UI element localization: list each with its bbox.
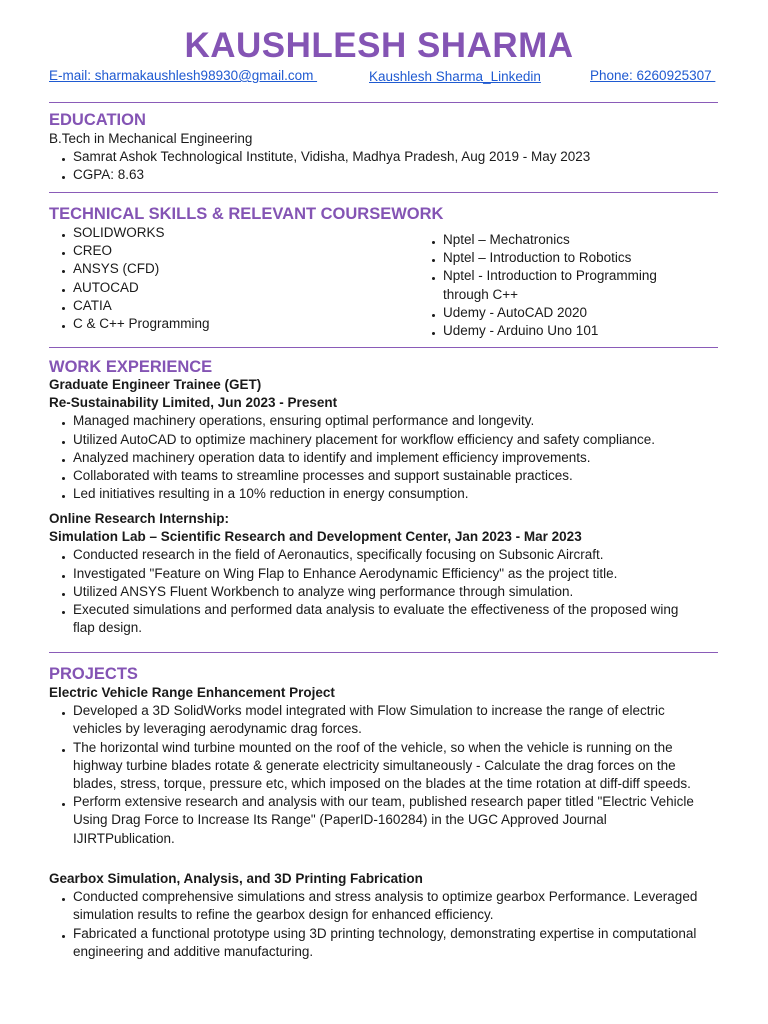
list-item: Analyzed machinery operation data to identify and implement efficiency improvements. [49, 449, 721, 467]
list-item: Perform extensive research and analysis with our team, published research paper titled "Electric Vehicle Using Drag Force to Increase Its Range" (PaperID-160284) in the UGC Approved Journal IJIRTPublication. [49, 793, 699, 848]
list-item: Investigated "Feature on Wing Flap to Enhance Aerodynamic Efficiency" as the project title. [49, 565, 721, 583]
divider [49, 347, 718, 348]
project-name: Electric Vehicle Range Enhancement Project [49, 685, 335, 700]
list-item: Led initiatives resulting in a 10% reduction in energy consumption. [49, 485, 721, 503]
list-item: Fabricated a functional prototype using 3D printing technology, demonstrating expertise in computational engineering and additive manufacturing. [49, 925, 699, 961]
list-item: AUTOCAD [49, 279, 409, 297]
project-entry [49, 684, 721, 848]
list-item: Managed machinery operations, ensuring optimal performance and longevity. [49, 412, 721, 430]
projects-heading: PROJECTS [49, 665, 138, 683]
list-item: ANSYS (CFD) [49, 260, 409, 278]
project-name: Gearbox Simulation, Analysis, and 3D Printing Fabrication [49, 871, 423, 886]
phone-link[interactable]: Phone: 6260925307 [590, 68, 716, 83]
list-item: The horizontal wind turbine mounted on the roof of the vehicle, so when the vehicle is running on the highway turbine blades rotate & generate electricity simultaneously - Calculate the drag forces on the blades, stress, torque, pressure etc, which imposed on the blades at the time rotation at diff-diff speeds. [49, 739, 699, 794]
list-item: Utilized AutoCAD to optimize machinery placement for workflow efficiency and safety compliance. [49, 431, 721, 449]
list-item: C & C++ Programming [49, 315, 409, 333]
candidate-name: KAUSHLESH SHARMA [184, 26, 574, 65]
linkedin-link[interactable]: Kaushlesh Sharma_Linkedin [369, 69, 541, 84]
list-item: CATIA [49, 297, 409, 315]
list-item: Executed simulations and performed data analysis to evaluate the effectiveness of the proposed wing flap design. [49, 601, 693, 637]
degree: B.Tech in Mechanical Engineering [49, 131, 253, 146]
project-entry [49, 870, 721, 961]
list-item: Nptel – Introduction to Robotics [419, 249, 699, 267]
list-item: Udemy - AutoCAD 2020 [419, 304, 699, 322]
list-item: CREO [49, 242, 409, 260]
email-link[interactable]: E-mail: sharmakaushlesh98930@gmail.com [49, 68, 318, 83]
list-item: Udemy - Arduino Uno 101 [419, 322, 699, 340]
education-heading: EDUCATION [49, 111, 146, 129]
job-organization: Re-Sustainability Limited, Jun 2023 - Present [49, 395, 338, 411]
list-item: Conducted comprehensive simulations and stress analysis to optimize gearbox Performance. Leveraged simulation results to refine the gearbox design for enhanced efficiency. [49, 888, 699, 924]
job-entry [49, 376, 721, 503]
divider [49, 102, 718, 103]
work-heading: WORK EXPERIENCE [49, 358, 213, 376]
list-item: Developed a 3D SolidWorks model integrated with Flow Simulation to increase the range of electric vehicles by leveraging aerodynamic drag forces. [49, 702, 699, 738]
list-item: Nptel – Mechatronics [419, 231, 699, 249]
list-item: Utilized ANSYS Fluent Workbench to analyze wing performance through simulation. [49, 583, 721, 601]
list-item: CGPA: 8.63 [49, 166, 721, 184]
list-item: Conducted research in the field of Aeronautics, specifically focusing on Subsonic Aircraft. [49, 546, 721, 564]
education-section [49, 130, 721, 185]
job-organization: Simulation Lab – Scientific Research and Development Center, Jan 2023 - Mar 2023 [49, 529, 582, 545]
list-item: Samrat Ashok Technological Institute, Vidisha, Madhya Pradesh, Aug 2019 - May 2023 [49, 148, 721, 166]
job-role: Online Research Internship: [49, 511, 230, 526]
job-entry [49, 510, 721, 637]
divider [49, 192, 718, 193]
job-role: Graduate Engineer Trainee (GET) [49, 377, 262, 392]
divider [49, 652, 718, 653]
list-item: Nptel - Introduction to Programming through C++ [419, 267, 699, 303]
skills-heading: TECHNICAL SKILLS & RELEVANT COURSEWORK [49, 205, 444, 223]
list-item: Collaborated with teams to streamline processes and support sustainable practices. [49, 467, 721, 485]
coursework-list [419, 231, 699, 340]
skills-list [49, 224, 409, 333]
list-item: SOLIDWORKS [49, 224, 409, 242]
